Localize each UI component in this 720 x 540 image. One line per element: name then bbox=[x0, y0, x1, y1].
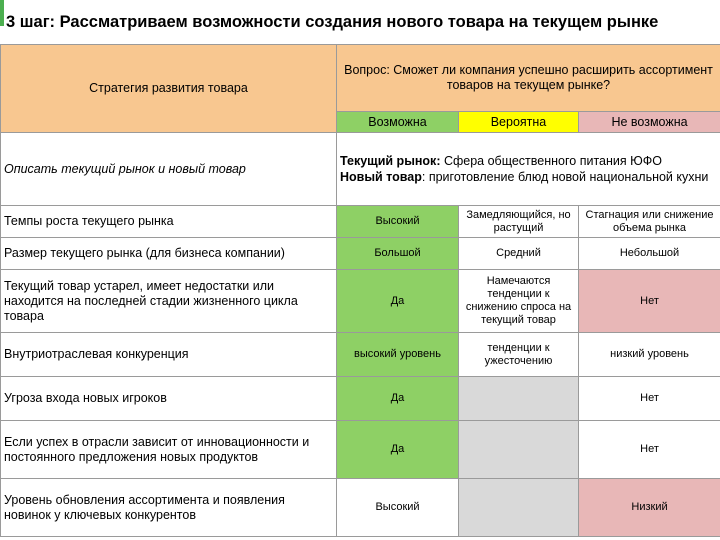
criterion-label: Внутриотраслевая конкуренция bbox=[1, 333, 337, 377]
criterion-label: Если успех в отрасли зависит от инновационности и постоянного предложения новых продуктов bbox=[1, 421, 337, 479]
title-accent-bar bbox=[0, 0, 4, 26]
col-header-impossible: Не возможна bbox=[579, 112, 720, 133]
new-product-value: : приготовление блюд новой национальной кухни bbox=[421, 170, 709, 184]
current-market-label: Текущий рынок: bbox=[340, 154, 441, 168]
cell-likely: Намечаются тенденции к снижению спроса на текущий товар bbox=[459, 270, 579, 333]
market-description-cell bbox=[337, 133, 720, 206]
cell-impossible: Нет bbox=[579, 270, 720, 333]
criterion-label: Уровень обновления ассортимента и появления новинок у ключевых конкурентов bbox=[1, 479, 337, 537]
table-row bbox=[1, 333, 720, 377]
table-row bbox=[1, 421, 720, 479]
cell-likely: Замедляющийся, но растущий bbox=[459, 206, 579, 238]
table-row bbox=[1, 238, 720, 270]
new-product-label: Новый товар bbox=[340, 170, 422, 184]
cell-possible: Высокий bbox=[337, 206, 459, 238]
question-text: Вопрос: Сможет ли компания успешно расширить ассортимент товаров на текущем рынке? bbox=[344, 63, 713, 92]
criterion-label: Размер текущего рынка (для бизнеса компании) bbox=[1, 238, 337, 270]
cell-likely: тенденции к ужесточению bbox=[459, 333, 579, 377]
cell-likely bbox=[459, 377, 579, 421]
strategy-table bbox=[0, 44, 720, 537]
table-row bbox=[1, 206, 720, 238]
cell-likely: Средний bbox=[459, 238, 579, 270]
cell-possible: высокий уровень bbox=[337, 333, 459, 377]
criterion-label: Темпы роста текущего рынка bbox=[1, 206, 337, 238]
cell-likely bbox=[459, 479, 579, 537]
cell-possible: Да bbox=[337, 421, 459, 479]
cell-impossible: Стагнация или снижение объема рынка bbox=[579, 206, 720, 238]
current-market-value: Сфера общественного питания ЮФО bbox=[440, 154, 662, 168]
cell-impossible: низкий уровень bbox=[579, 333, 720, 377]
cell-impossible: Небольшой bbox=[579, 238, 720, 270]
page-title: 3 шаг: Рассматриваем возможности создания нового товара на текущем рынке bbox=[6, 13, 659, 31]
market-row-label: Описать текущий рынок и новый товар bbox=[1, 133, 337, 206]
cell-possible: Высокий bbox=[337, 479, 459, 537]
cell-impossible: Нет bbox=[579, 421, 720, 479]
cell-impossible: Низкий bbox=[579, 479, 720, 537]
cell-possible: Да bbox=[337, 377, 459, 421]
cell-likely bbox=[459, 421, 579, 479]
strategy-label: Стратегия развития товара bbox=[89, 81, 248, 95]
cell-impossible: Нет bbox=[579, 377, 720, 421]
cell-possible: Да bbox=[337, 270, 459, 333]
table-row bbox=[1, 479, 720, 537]
question-header-cell bbox=[337, 45, 720, 112]
table-row bbox=[1, 270, 720, 333]
criterion-label: Угроза входа новых игроков bbox=[1, 377, 337, 421]
col-header-possible: Возможна bbox=[337, 112, 459, 133]
strategy-header-cell bbox=[1, 45, 337, 133]
table-row bbox=[1, 377, 720, 421]
cell-possible: Большой bbox=[337, 238, 459, 270]
col-header-likely: Вероятна bbox=[459, 112, 579, 133]
criterion-label: Текущий товар устарел, имеет недостатки или находится на последней стадии жизненного цикла товара bbox=[1, 270, 337, 333]
